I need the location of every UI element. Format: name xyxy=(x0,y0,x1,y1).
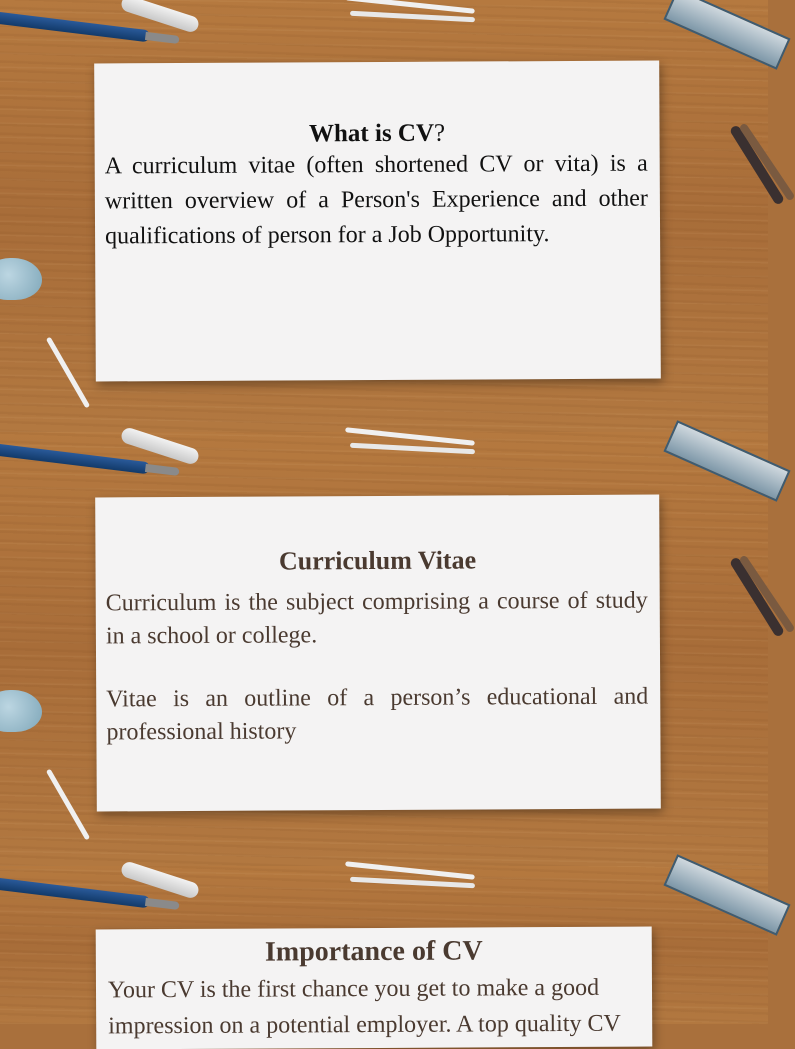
blue-pen xyxy=(0,442,150,475)
cotton-swab xyxy=(350,443,475,455)
crumpled-paper xyxy=(0,690,42,732)
slide-card xyxy=(94,61,661,382)
cotton-swab xyxy=(350,877,475,889)
pencil-lead-box xyxy=(663,0,790,70)
pencil xyxy=(729,556,785,638)
slide-card xyxy=(96,927,653,1049)
slide-title: Importance of CV xyxy=(264,935,483,968)
slide-title: What is CV? xyxy=(308,119,446,148)
cotton-swab xyxy=(46,769,90,841)
slide-paragraph: A curriculum vitae (often shortened CV or vita) is a written overview of a Person's Experience and other qualifications of person for a Job Opportunity. xyxy=(104,150,648,250)
slide-what-is-cv xyxy=(0,0,768,432)
pencil-lead-box xyxy=(663,854,790,935)
slide-card xyxy=(95,495,661,812)
slide-curriculum-vitae xyxy=(0,432,768,866)
crumpled-paper xyxy=(0,258,42,300)
cotton-swab xyxy=(46,337,90,409)
blue-pen xyxy=(0,876,150,909)
pencil-lead-box xyxy=(663,420,790,501)
pencil xyxy=(729,124,785,206)
cotton-swab xyxy=(350,11,475,23)
slide-paragraph: Your CV is the first chance you get to make a good xyxy=(107,974,600,1004)
slide-paragraph: Vitae is an outline of a person’s educational and professional history xyxy=(106,683,649,746)
slide-importance-of-cv xyxy=(0,866,768,1040)
slide-paragraph: impression on a potential employer. A top quality CV xyxy=(108,1010,621,1040)
slide-paragraph: Curriculum is the subject comprising a course of study in a school or college. xyxy=(105,587,648,650)
slide-title: Curriculum Vitae xyxy=(278,545,477,576)
blue-pen xyxy=(0,10,150,43)
